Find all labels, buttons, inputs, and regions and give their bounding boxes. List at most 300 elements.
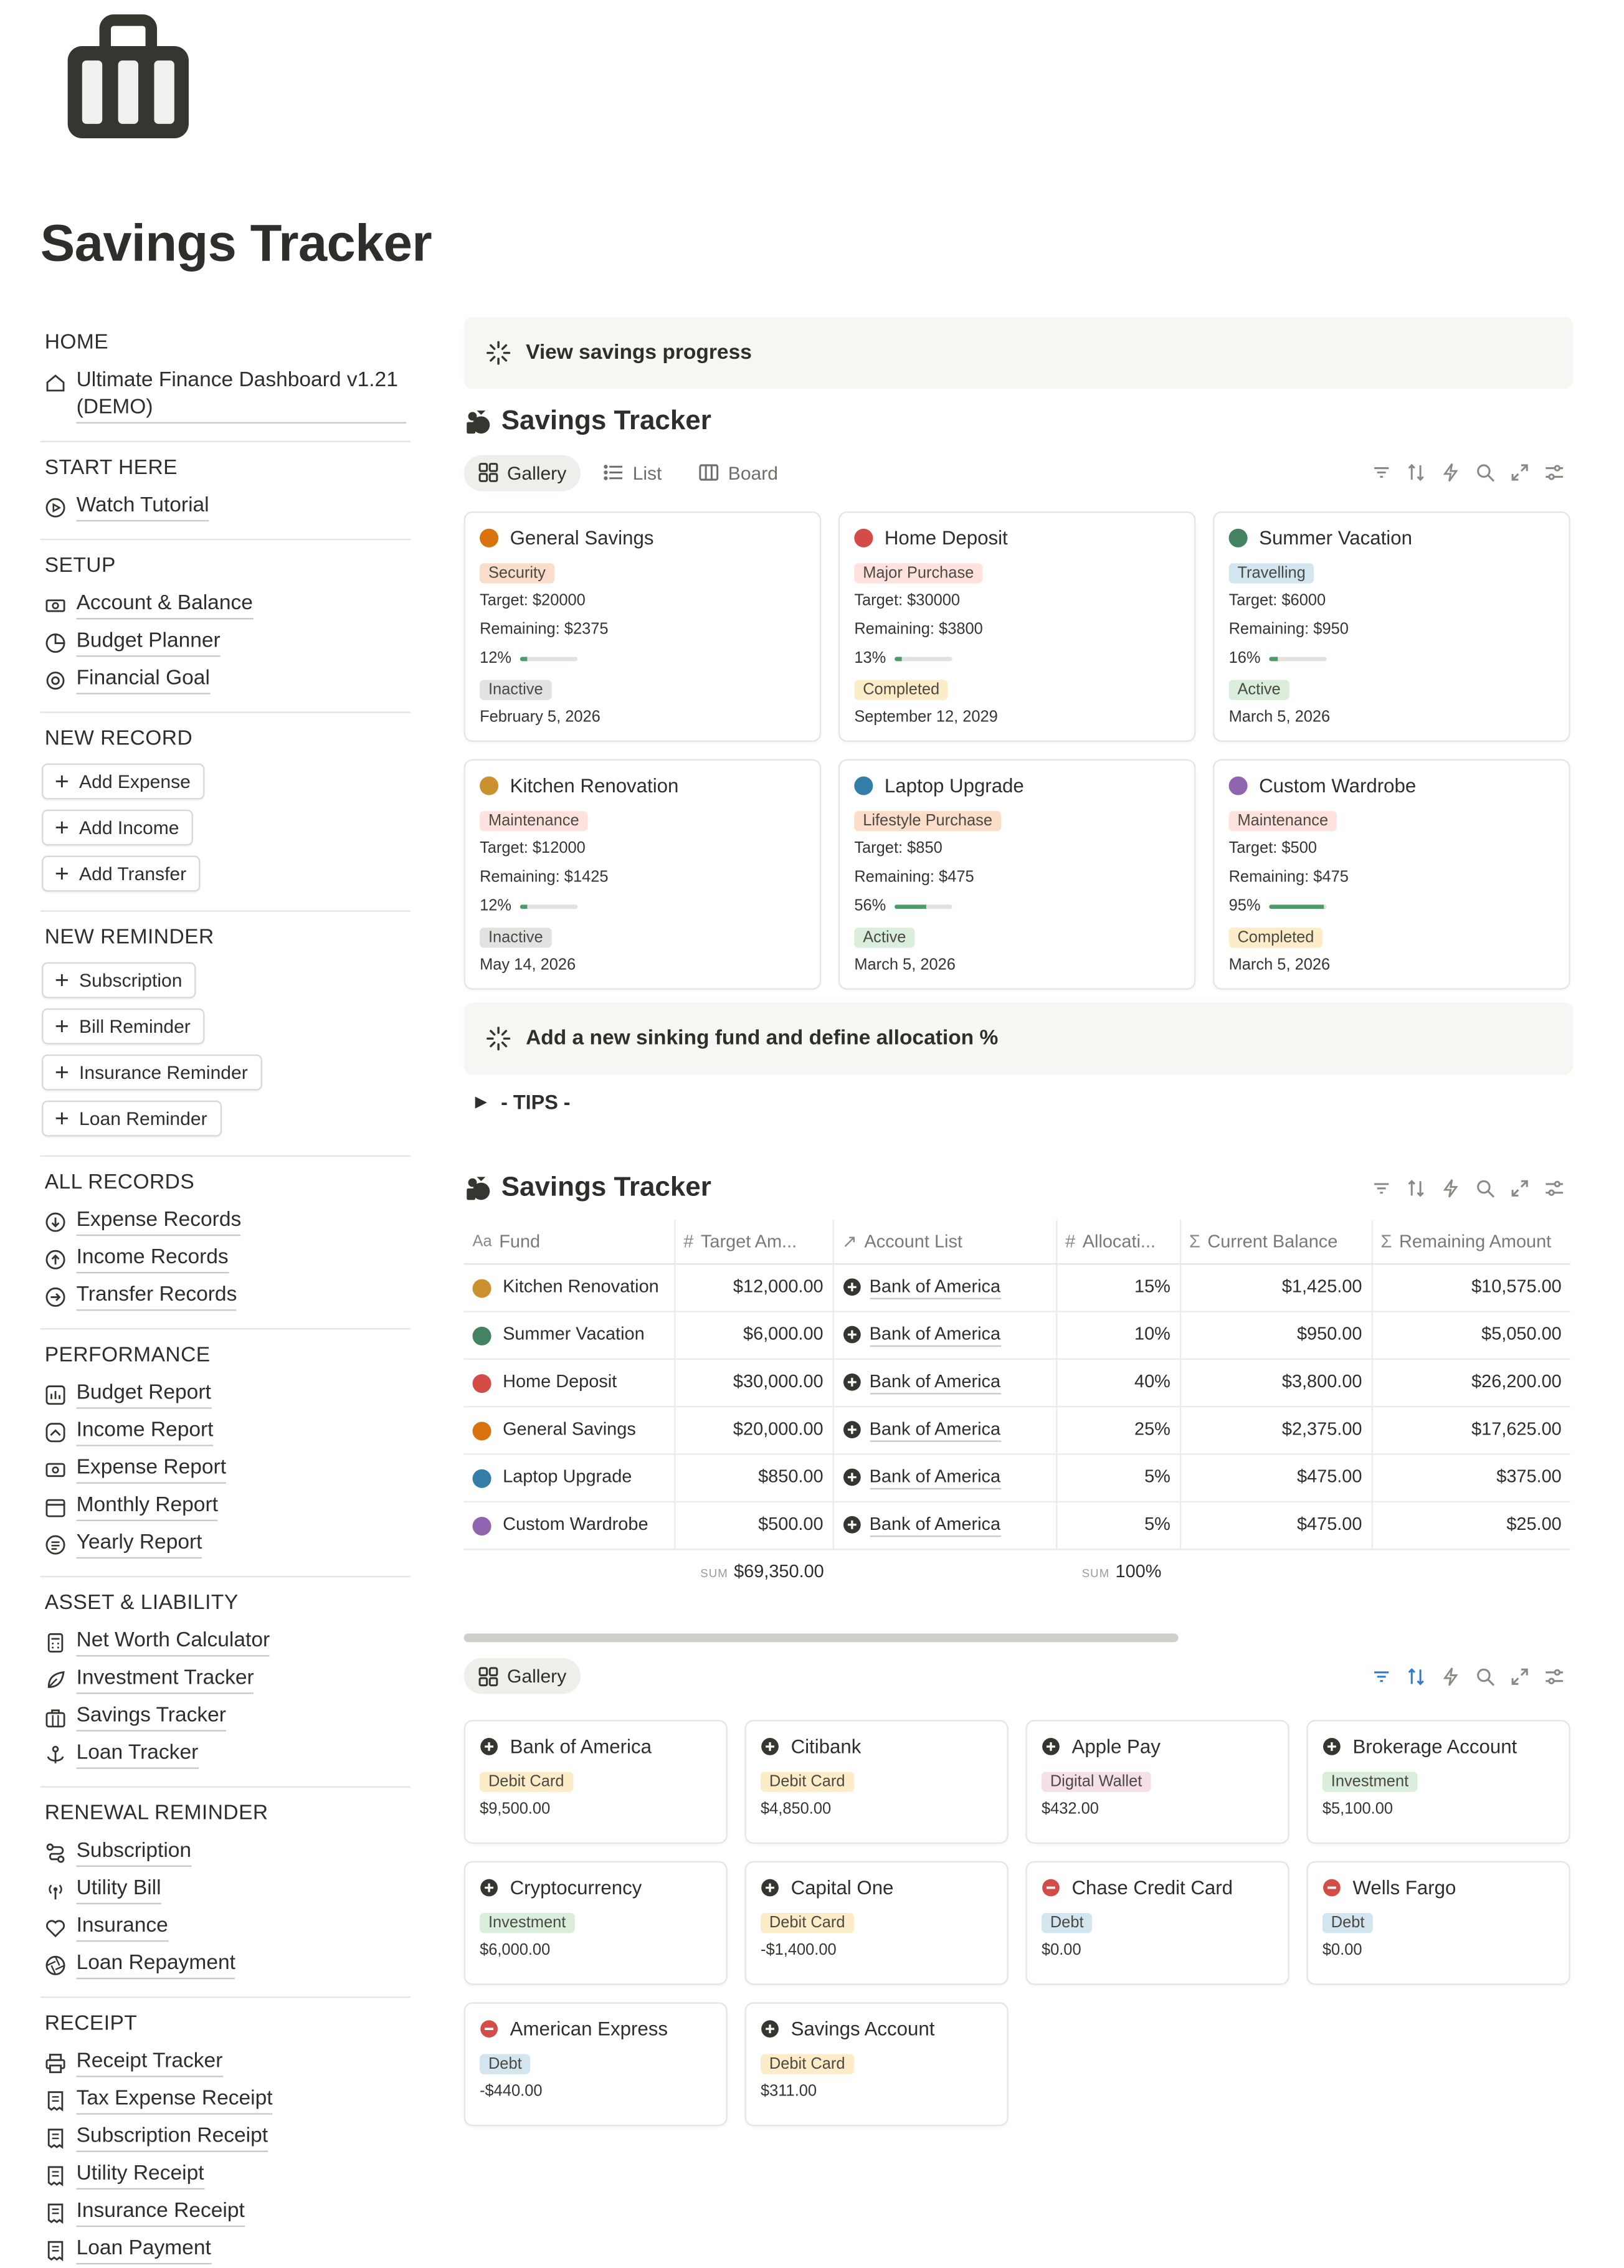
sidebar-link[interactable]	[40, 1623, 411, 1661]
sidebar-link[interactable]	[40, 1451, 411, 1488]
account-type-tag: Debit Card	[480, 1771, 572, 1791]
sidebar-link[interactable]	[40, 1203, 411, 1240]
sidebar-link-label: Budget Planner	[77, 628, 221, 657]
briefcase-icon	[62, 12, 194, 145]
accounts-tools	[1372, 1666, 1574, 1686]
account-cell[interactable]	[833, 1501, 1056, 1549]
status-badge: Active	[854, 928, 914, 947]
card-title: Wells Fargo	[1352, 1876, 1456, 1898]
settings-icon[interactable]	[1544, 1666, 1564, 1686]
sidebar-link[interactable]	[40, 1278, 411, 1315]
page-title: Savings Tracker	[40, 213, 432, 273]
target-text: Target: $20000	[480, 592, 586, 610]
account-card[interactable]	[1306, 1861, 1570, 1985]
allocation-cell[interactable]: 5%	[1056, 1501, 1180, 1549]
plus-circle-icon	[842, 1278, 861, 1296]
remaining-cell[interactable]: $26,200.00	[1372, 1359, 1570, 1406]
card-title: Kitchen Renovation	[510, 775, 679, 797]
sidebar-link[interactable]	[40, 2194, 411, 2231]
account-name: Bank of America	[870, 1323, 1000, 1346]
col-target[interactable]	[674, 1220, 832, 1263]
allocation-cell[interactable]: 5%	[1056, 1453, 1180, 1501]
relation-arrow-icon: ↗	[842, 1231, 857, 1253]
fund-cell[interactable]	[464, 1311, 675, 1358]
balance-text: $9,500.00	[480, 1800, 551, 1818]
account-type-tag: Debt	[1322, 1912, 1374, 1932]
progress	[1229, 650, 1555, 667]
account-card[interactable]	[464, 1861, 728, 1985]
fund-name: Summer Vacation	[503, 1323, 645, 1344]
trend-icon	[45, 1421, 67, 1443]
sort-icon[interactable]	[1406, 462, 1426, 482]
sidebar-link[interactable]	[40, 1871, 411, 1909]
briefcase-icon	[45, 1707, 67, 1729]
account-link[interactable]	[842, 1513, 1047, 1536]
plus-circle-icon	[480, 1737, 498, 1755]
sidebar-link-label: Budget Report	[77, 1380, 211, 1408]
sidebar-link-label: Expense Report	[77, 1455, 226, 1484]
minus-circle-icon	[1322, 1877, 1341, 1896]
balance-cell[interactable]: $1,425.00	[1180, 1263, 1372, 1311]
remaining-text: Remaining: $3800	[854, 620, 983, 638]
card-title: Brokerage Account	[1352, 1735, 1517, 1757]
tab-list[interactable]	[589, 455, 676, 491]
card-header	[854, 775, 1180, 797]
sidebar-section-title: NEW RECORD	[44, 727, 193, 751]
chart-icon	[45, 1384, 67, 1406]
sidebar-link[interactable]	[40, 1240, 411, 1278]
aperture-icon	[45, 1955, 67, 1976]
progress-bar	[520, 656, 578, 660]
add-button[interactable]	[42, 962, 197, 999]
callout-text: View savings progress	[526, 341, 752, 365]
receipt-icon	[45, 2128, 67, 2150]
savings-table-title[interactable]	[464, 1172, 711, 1204]
filter-icon[interactable]	[1372, 1179, 1392, 1198]
card-header	[480, 527, 805, 549]
settings-icon[interactable]	[1544, 462, 1564, 482]
fund-cell[interactable]	[464, 1406, 675, 1453]
add-button[interactable]	[42, 1055, 262, 1091]
balance-cell[interactable]: $950.00	[1180, 1311, 1372, 1358]
search-icon[interactable]	[1475, 1666, 1495, 1686]
filter-icon[interactable]	[1372, 462, 1392, 482]
col-label: Remaining Amount	[1398, 1231, 1552, 1251]
calendar-icon	[45, 1497, 67, 1519]
plus-icon: +	[54, 1058, 69, 1086]
card-title: Home Deposit	[884, 527, 1008, 549]
sidebar-section-title: RENEWAL REMINDER	[44, 1801, 268, 1825]
account-link[interactable]	[842, 1466, 1047, 1489]
tab-gallery[interactable]	[464, 455, 581, 491]
card-header	[1322, 1735, 1554, 1757]
sum-target[interactable]	[674, 1549, 832, 1593]
route-icon	[45, 1843, 67, 1864]
account-card[interactable]	[745, 1719, 1009, 1843]
number-icon: #	[683, 1231, 694, 1251]
list-circle-icon	[45, 1534, 67, 1556]
fund-cell[interactable]	[464, 1359, 675, 1406]
card-title: Savings Account	[791, 2017, 935, 2039]
plus-circle-icon	[842, 1326, 861, 1344]
account-cell[interactable]	[833, 1406, 1056, 1453]
button-row	[40, 1096, 411, 1142]
col-remaining[interactable]	[1372, 1220, 1570, 1263]
account-cell[interactable]	[833, 1263, 1056, 1311]
search-icon[interactable]	[1475, 1179, 1495, 1198]
savings-card[interactable]	[838, 759, 1196, 990]
sum-label: SUM	[700, 1566, 728, 1580]
expand-icon[interactable]	[1510, 1179, 1530, 1198]
card-title: Citibank	[791, 1735, 862, 1757]
loader-icon	[485, 340, 511, 366]
balance-text: $0.00	[1322, 1941, 1362, 1958]
sidebar-link-label: Savings Tracker	[77, 1702, 226, 1731]
sidebar-link[interactable]	[40, 1834, 411, 1871]
target-cell[interactable]: $500.00	[674, 1501, 832, 1549]
sidebar-link[interactable]	[40, 661, 411, 698]
target-cell[interactable]: $20,000.00	[674, 1406, 832, 1453]
sidebar-section-title: ASSET & LIABILITY	[44, 1592, 239, 1615]
sidebar-link[interactable]	[40, 586, 411, 624]
remaining-text: Remaining: $1425	[480, 868, 609, 886]
balance-text: $4,850.00	[761, 1800, 832, 1818]
remaining-text: Remaining: $475	[854, 868, 974, 886]
lightning-icon[interactable]	[1441, 1179, 1461, 1198]
sidebar-link-label: Receipt Tracker	[77, 2048, 223, 2077]
plus-icon: +	[54, 966, 69, 994]
sidebar-link[interactable]	[40, 2082, 411, 2119]
remaining-cell[interactable]: $25.00	[1372, 1501, 1570, 1549]
plus-icon: +	[54, 860, 69, 888]
card-header	[480, 775, 805, 797]
plus-icon: +	[54, 814, 69, 842]
sidebar-link-label: Investment Tracker	[77, 1665, 254, 1694]
add-fund-callout[interactable]	[464, 1003, 1574, 1075]
color-dot-icon	[473, 1374, 491, 1392]
button-label: Bill Reminder	[79, 1015, 191, 1037]
sum-allocation[interactable]	[1056, 1549, 1180, 1593]
sidebar-link[interactable]	[40, 624, 411, 661]
balance-text: $6,000.00	[480, 1941, 551, 1958]
button-label: Loan Reminder	[79, 1108, 207, 1129]
account-type-tag: Investment	[1322, 1771, 1417, 1791]
color-dot-icon	[473, 1278, 491, 1297]
fund-name: Laptop Upgrade	[503, 1465, 632, 1486]
savings-card[interactable]	[1213, 759, 1570, 990]
button-row	[40, 958, 411, 1004]
sidebar-section-title: RECEIPT	[44, 2012, 138, 2036]
tab-label: Gallery	[507, 1665, 567, 1687]
progress-bar	[1269, 904, 1327, 908]
sidebar-link[interactable]	[40, 363, 411, 428]
plus-icon: +	[54, 767, 69, 795]
status-badge: Active	[1229, 680, 1289, 700]
remaining-cell[interactable]: $17,625.00	[1372, 1406, 1570, 1453]
view-tools	[1372, 462, 1574, 482]
sort-icon[interactable]	[1406, 1179, 1426, 1198]
sidebar-link[interactable]	[40, 488, 411, 526]
target-cell[interactable]: $12,000.00	[674, 1263, 832, 1311]
add-button[interactable]	[42, 1008, 205, 1045]
savings-card[interactable]	[838, 511, 1196, 742]
sidebar-section-title: NEW REMINDER	[44, 926, 214, 949]
account-type-tag: Debit Card	[761, 2053, 853, 2073]
status-badge: Completed	[1229, 928, 1323, 947]
balance-text: -$440.00	[480, 2082, 543, 2100]
fund	[473, 1466, 665, 1487]
toggle-label: - TIPS -	[501, 1090, 571, 1114]
sidebar-link[interactable]	[40, 2119, 411, 2156]
allocation-cell[interactable]: 40%	[1056, 1359, 1180, 1406]
plus-circle-icon	[761, 1877, 779, 1896]
search-icon[interactable]	[1475, 462, 1495, 482]
color-dot-icon	[854, 529, 873, 548]
horizontal-scrollbar[interactable]	[464, 1633, 1179, 1641]
sidebar-section-title: HOME	[44, 331, 109, 354]
progress	[854, 650, 1180, 667]
balance-cell[interactable]: $475.00	[1180, 1501, 1372, 1549]
account-name: Bank of America	[870, 1466, 1000, 1489]
account-type-tag: Digital Wallet	[1042, 1771, 1151, 1791]
fund-cell[interactable]	[464, 1501, 675, 1549]
card-title: Bank of America	[510, 1735, 652, 1757]
savings-card[interactable]	[464, 511, 822, 742]
card-title: Custom Wardrobe	[1259, 775, 1417, 797]
sidebar-link[interactable]	[40, 1909, 411, 1946]
card-header	[1229, 527, 1555, 549]
table-row[interactable]	[464, 1453, 1570, 1501]
balance-text: -$1,400.00	[761, 1941, 837, 1958]
col-fund[interactable]	[464, 1220, 675, 1263]
board-icon	[700, 462, 719, 482]
button-row	[40, 1050, 411, 1096]
db-title-text: Savings Tracker	[501, 406, 711, 437]
remaining-cell[interactable]: $5,050.00	[1372, 1311, 1570, 1358]
account-type-tag: Debit Card	[761, 1771, 853, 1791]
card-header	[480, 1735, 711, 1757]
fund-cell[interactable]	[464, 1263, 675, 1311]
account-cell[interactable]	[833, 1453, 1056, 1501]
progress	[1229, 898, 1555, 915]
color-dot-icon	[480, 776, 498, 795]
category-tag: Maintenance	[1229, 811, 1337, 831]
sidebar-link-label: Transfer Records	[77, 1282, 237, 1311]
sidebar-link[interactable]	[40, 1525, 411, 1563]
sidebar-link[interactable]	[40, 1661, 411, 1698]
expand-icon[interactable]	[1510, 462, 1530, 482]
account-cell[interactable]	[833, 1311, 1056, 1358]
table-row[interactable]	[464, 1406, 1570, 1453]
button-label: Add Transfer	[79, 863, 187, 885]
sidebar-section	[40, 1157, 411, 1330]
pie-icon	[45, 632, 67, 654]
sigma-icon: Σ	[1189, 1231, 1200, 1251]
number-icon: #	[1065, 1231, 1076, 1251]
sidebar-section	[40, 317, 411, 442]
target-icon	[45, 670, 67, 691]
date-text: May 14, 2026	[480, 956, 576, 974]
sidebar-section-title: ALL RECORDS	[44, 1171, 195, 1195]
balance-text: $432.00	[1041, 1800, 1099, 1818]
sidebar-link[interactable]	[40, 1946, 411, 1983]
allocation-cell[interactable]: 25%	[1056, 1406, 1180, 1453]
table-title-bar	[464, 1168, 1574, 1208]
target-text: Target: $30000	[854, 592, 961, 610]
account-card[interactable]	[1306, 1719, 1570, 1843]
target-cell[interactable]: $6,000.00	[674, 1311, 832, 1358]
card-header	[1042, 1876, 1273, 1898]
expand-icon[interactable]	[1510, 1666, 1530, 1686]
signal-icon	[45, 1880, 67, 1902]
fund-cell[interactable]	[464, 1453, 675, 1501]
sidebar-section-title: SETUP	[44, 554, 116, 578]
color-dot-icon	[473, 1326, 491, 1345]
tab-board[interactable]	[685, 455, 792, 491]
progress-bar	[895, 656, 952, 660]
add-button[interactable]	[42, 764, 205, 800]
sidebar-link[interactable]	[40, 1698, 411, 1735]
account-type-tag: Debit Card	[761, 1912, 853, 1932]
progress-percent: 95%	[1228, 897, 1261, 915]
status-badge: Inactive	[480, 680, 551, 700]
table-row[interactable]	[464, 1311, 1570, 1358]
col-label: Account List	[864, 1231, 962, 1251]
card-header	[761, 1876, 992, 1898]
sidebar-link[interactable]	[40, 1488, 411, 1525]
savings-card[interactable]	[464, 759, 822, 990]
anchor-icon	[45, 1744, 67, 1766]
sort-icon[interactable]	[1406, 1666, 1426, 1686]
button-row	[40, 805, 411, 852]
lightning-icon[interactable]	[1441, 1666, 1461, 1686]
color-dot-icon	[480, 529, 498, 548]
plus-icon: +	[54, 1104, 69, 1132]
minus-circle-icon	[1042, 1877, 1060, 1896]
receipt-icon	[45, 2165, 67, 2187]
lightning-icon[interactable]	[1441, 462, 1461, 482]
account-card[interactable]	[745, 1861, 1009, 1985]
allocation-cell[interactable]: 15%	[1056, 1263, 1180, 1311]
sidebar-link[interactable]	[40, 1736, 411, 1773]
triangle-right-icon: ▶	[475, 1094, 487, 1110]
account-cell[interactable]	[833, 1359, 1056, 1406]
add-button[interactable]	[42, 810, 194, 846]
remaining-cell[interactable]: $375.00	[1372, 1453, 1570, 1501]
filter-icon[interactable]	[1372, 1666, 1392, 1686]
printer-icon	[45, 2052, 67, 2074]
plus-circle-icon	[842, 1468, 861, 1486]
target-cell[interactable]: $30,000.00	[674, 1359, 832, 1406]
progress-percent: 12%	[480, 649, 512, 667]
balance-cell[interactable]: $475.00	[1180, 1453, 1372, 1501]
savings-gallery-title[interactable]	[464, 406, 1574, 438]
settings-icon[interactable]	[1544, 1179, 1564, 1198]
sidebar-link-label: Income Report	[77, 1418, 214, 1446]
cash-icon	[45, 1459, 67, 1481]
color-dot-icon	[1229, 529, 1248, 548]
progress-percent: 12%	[480, 897, 512, 915]
progress-bar	[895, 904, 952, 908]
add-button[interactable]	[42, 856, 201, 892]
fund-name: Custom Wardrobe	[503, 1513, 648, 1534]
account-card[interactable]	[1026, 1719, 1289, 1843]
col-balance[interactable]	[1180, 1220, 1372, 1263]
account-name: Bank of America	[870, 1370, 1000, 1393]
card-title: Laptop Upgrade	[884, 775, 1024, 797]
tab-gallery[interactable]	[464, 1658, 581, 1694]
account-card[interactable]	[745, 2001, 1009, 2125]
table-row[interactable]	[464, 1359, 1570, 1406]
balance-cell[interactable]: $2,375.00	[1180, 1406, 1372, 1453]
sidebar-link-label: Insurance Receipt	[77, 2198, 245, 2227]
progress-fill	[520, 656, 527, 660]
arrow-down-circle-icon	[45, 1212, 67, 1233]
sum-label: SUM	[1081, 1566, 1110, 1580]
callout-text: Add a new sinking fund and define allocation %	[526, 1027, 999, 1050]
target-cell[interactable]: $850.00	[674, 1453, 832, 1501]
add-button[interactable]	[42, 1101, 222, 1137]
progress-percent: 16%	[1228, 649, 1261, 667]
col-allocation[interactable]	[1056, 1220, 1180, 1263]
sidebar-link[interactable]	[40, 2156, 411, 2194]
savings-card[interactable]	[1213, 511, 1570, 742]
date-text: February 5, 2026	[480, 708, 601, 726]
table-header-row	[464, 1220, 1570, 1263]
table-row[interactable]	[464, 1263, 1570, 1311]
sidebar-link-label: Income Records	[77, 1245, 229, 1273]
sidebar-section	[40, 1788, 411, 1998]
fund	[473, 1323, 665, 1345]
button-label: Add Expense	[79, 771, 191, 792]
category-tag: Major Purchase	[854, 563, 982, 583]
plus-circle-icon	[1322, 1737, 1341, 1755]
balance-text: $0.00	[1041, 1941, 1081, 1958]
house-icon	[45, 372, 67, 394]
account-card[interactable]	[464, 1719, 728, 1843]
account-link[interactable]	[842, 1418, 1047, 1441]
view-progress-callout[interactable]	[464, 317, 1574, 389]
tips-toggle[interactable]	[464, 1091, 1574, 1114]
account-card[interactable]	[464, 2001, 728, 2125]
db-title-text: Savings Tracker	[501, 1172, 711, 1203]
account-link[interactable]	[842, 1323, 1047, 1346]
sidebar-link[interactable]	[40, 1375, 411, 1413]
sidebar-link-label: Ultimate Finance Dashboard v1.21 (DEMO)	[77, 368, 407, 424]
balance-text: $311.00	[761, 2082, 817, 2100]
card-header	[1042, 1735, 1273, 1757]
sidebar-link[interactable]	[40, 1413, 411, 1451]
account-name: Bank of America	[870, 1513, 1000, 1536]
account-link[interactable]	[842, 1370, 1047, 1393]
account-link[interactable]	[842, 1276, 1047, 1299]
progress-fill	[1269, 904, 1324, 908]
heart-icon	[45, 1917, 67, 1939]
sidebar-link-label: Utility Receipt	[77, 2161, 204, 2190]
target-text: Target: $850	[854, 840, 943, 857]
table-row[interactable]	[464, 1501, 1570, 1549]
allocation-cell[interactable]: 10%	[1056, 1311, 1180, 1358]
col-account[interactable]	[833, 1220, 1056, 1263]
sidebar-link[interactable]	[40, 2044, 411, 2081]
progress-fill	[895, 656, 902, 660]
remaining-cell[interactable]: $10,575.00	[1372, 1263, 1570, 1311]
button-label: Subscription	[79, 969, 183, 991]
sidebar-link[interactable]	[40, 2231, 411, 2268]
fund	[473, 1513, 665, 1535]
account-card[interactable]	[1026, 1861, 1289, 1985]
balance-cell[interactable]: $3,800.00	[1180, 1359, 1372, 1406]
